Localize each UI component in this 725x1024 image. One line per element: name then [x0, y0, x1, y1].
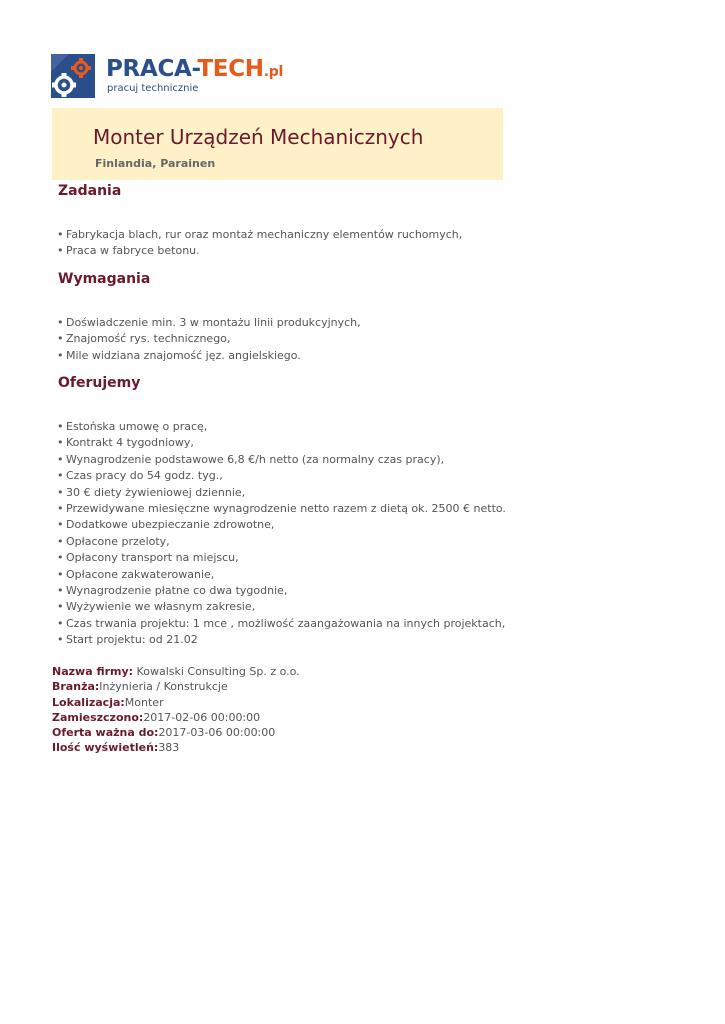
list-item: • Fabrykacja blach, rur oraz montaż mechaniczny elementów ruchomych, [57, 227, 462, 243]
offer-list [57, 419, 506, 649]
section-heading-tasks: Zadania [58, 183, 122, 199]
job-location: Finlandia, Parainen [95, 157, 216, 170]
site-logo[interactable] [51, 54, 284, 100]
detail-value: Inżynieria / Konstrukcje [99, 680, 228, 694]
detail-label: Branża: [52, 680, 100, 694]
list-item: • Przewidywane miesięczne wynagrodzenie netto razem z dietą ok. 2500 € netto. [57, 501, 506, 517]
detail-value: 2017-02-06 00:00:00 [143, 710, 261, 724]
detail-location [52, 695, 300, 710]
list-item: • Wyżywienie we własnym zakresie, [57, 599, 506, 615]
list-item: • Czas trwania projektu: 1 mce , możliwość zaangażowania na innych projektach, [57, 616, 506, 632]
detail-label: Zamieszczono: [52, 710, 144, 724]
list-item: • Kontrakt 4 tygodniowy, [57, 435, 506, 451]
logo-wordmark [106, 55, 283, 86]
list-item: • Wynagrodzenie płatne co dwa tygodnie, [57, 583, 506, 599]
tasks-list [57, 227, 462, 260]
detail-views [52, 740, 300, 755]
detail-label: Oferta ważna do: [52, 726, 159, 740]
logo-word-pl: .pl [263, 64, 284, 80]
detail-value: 383 [158, 741, 180, 755]
detail-label: Ilość wyświetleń: [52, 741, 159, 755]
section-heading-requirements: Wymagania [58, 271, 151, 287]
list-item: • 30 € diety żywieniowej dziennie, [57, 485, 506, 501]
gear-logo-icon [51, 54, 95, 98]
logo-word-praca: PRACA- [106, 56, 198, 82]
list-item: • Doświadczenie min. 3 w montażu linii produkcyjnych, [57, 315, 361, 331]
logo-word-tech: TECH [197, 56, 264, 82]
job-title-banner [52, 108, 503, 180]
list-item: • Opłacone przeloty, [57, 534, 506, 550]
job-title: Monter Urządzeń Mechanicznych [93, 125, 424, 149]
detail-label: Nazwa firmy: [52, 665, 134, 678]
list-item: • Mile widziana znajomość jęz. angielskiego. [57, 348, 361, 364]
detail-label: Lokalizacja: [52, 695, 125, 709]
list-item: • Opłacony transport na miejscu, [57, 550, 506, 566]
detail-company [52, 664, 300, 679]
detail-industry [52, 679, 300, 694]
detail-posted [52, 710, 300, 725]
requirements-list [57, 315, 361, 364]
list-item: • Start projektu: od 21.02 [57, 632, 506, 648]
list-item: • Estońska umowę o pracę, [57, 419, 506, 435]
detail-valid-until [52, 725, 300, 740]
list-item: • Wynagrodzenie podstawowe 6,8 €/h netto (za normalny czas pracy), [57, 452, 506, 468]
list-item: • Praca w fabryce betonu. [57, 243, 462, 259]
list-item: • Znajomość rys. technicznego, [57, 331, 361, 347]
list-item: • Czas pracy do 54 godz. tyg., [57, 468, 506, 484]
job-details [52, 664, 300, 756]
detail-value: Monter [124, 695, 164, 709]
detail-value: 2017-03-06 00:00:00 [158, 726, 276, 740]
detail-value: Kowalski Consulting Sp. z o.o. [133, 665, 300, 678]
list-item: • Dodatkowe ubezpieczanie zdrowotne, [57, 517, 506, 533]
logo-tagline: pracuj technicznie [107, 83, 199, 94]
section-heading-offer: Oferujemy [58, 375, 141, 391]
list-item: • Opłacone zakwaterowanie, [57, 567, 506, 583]
